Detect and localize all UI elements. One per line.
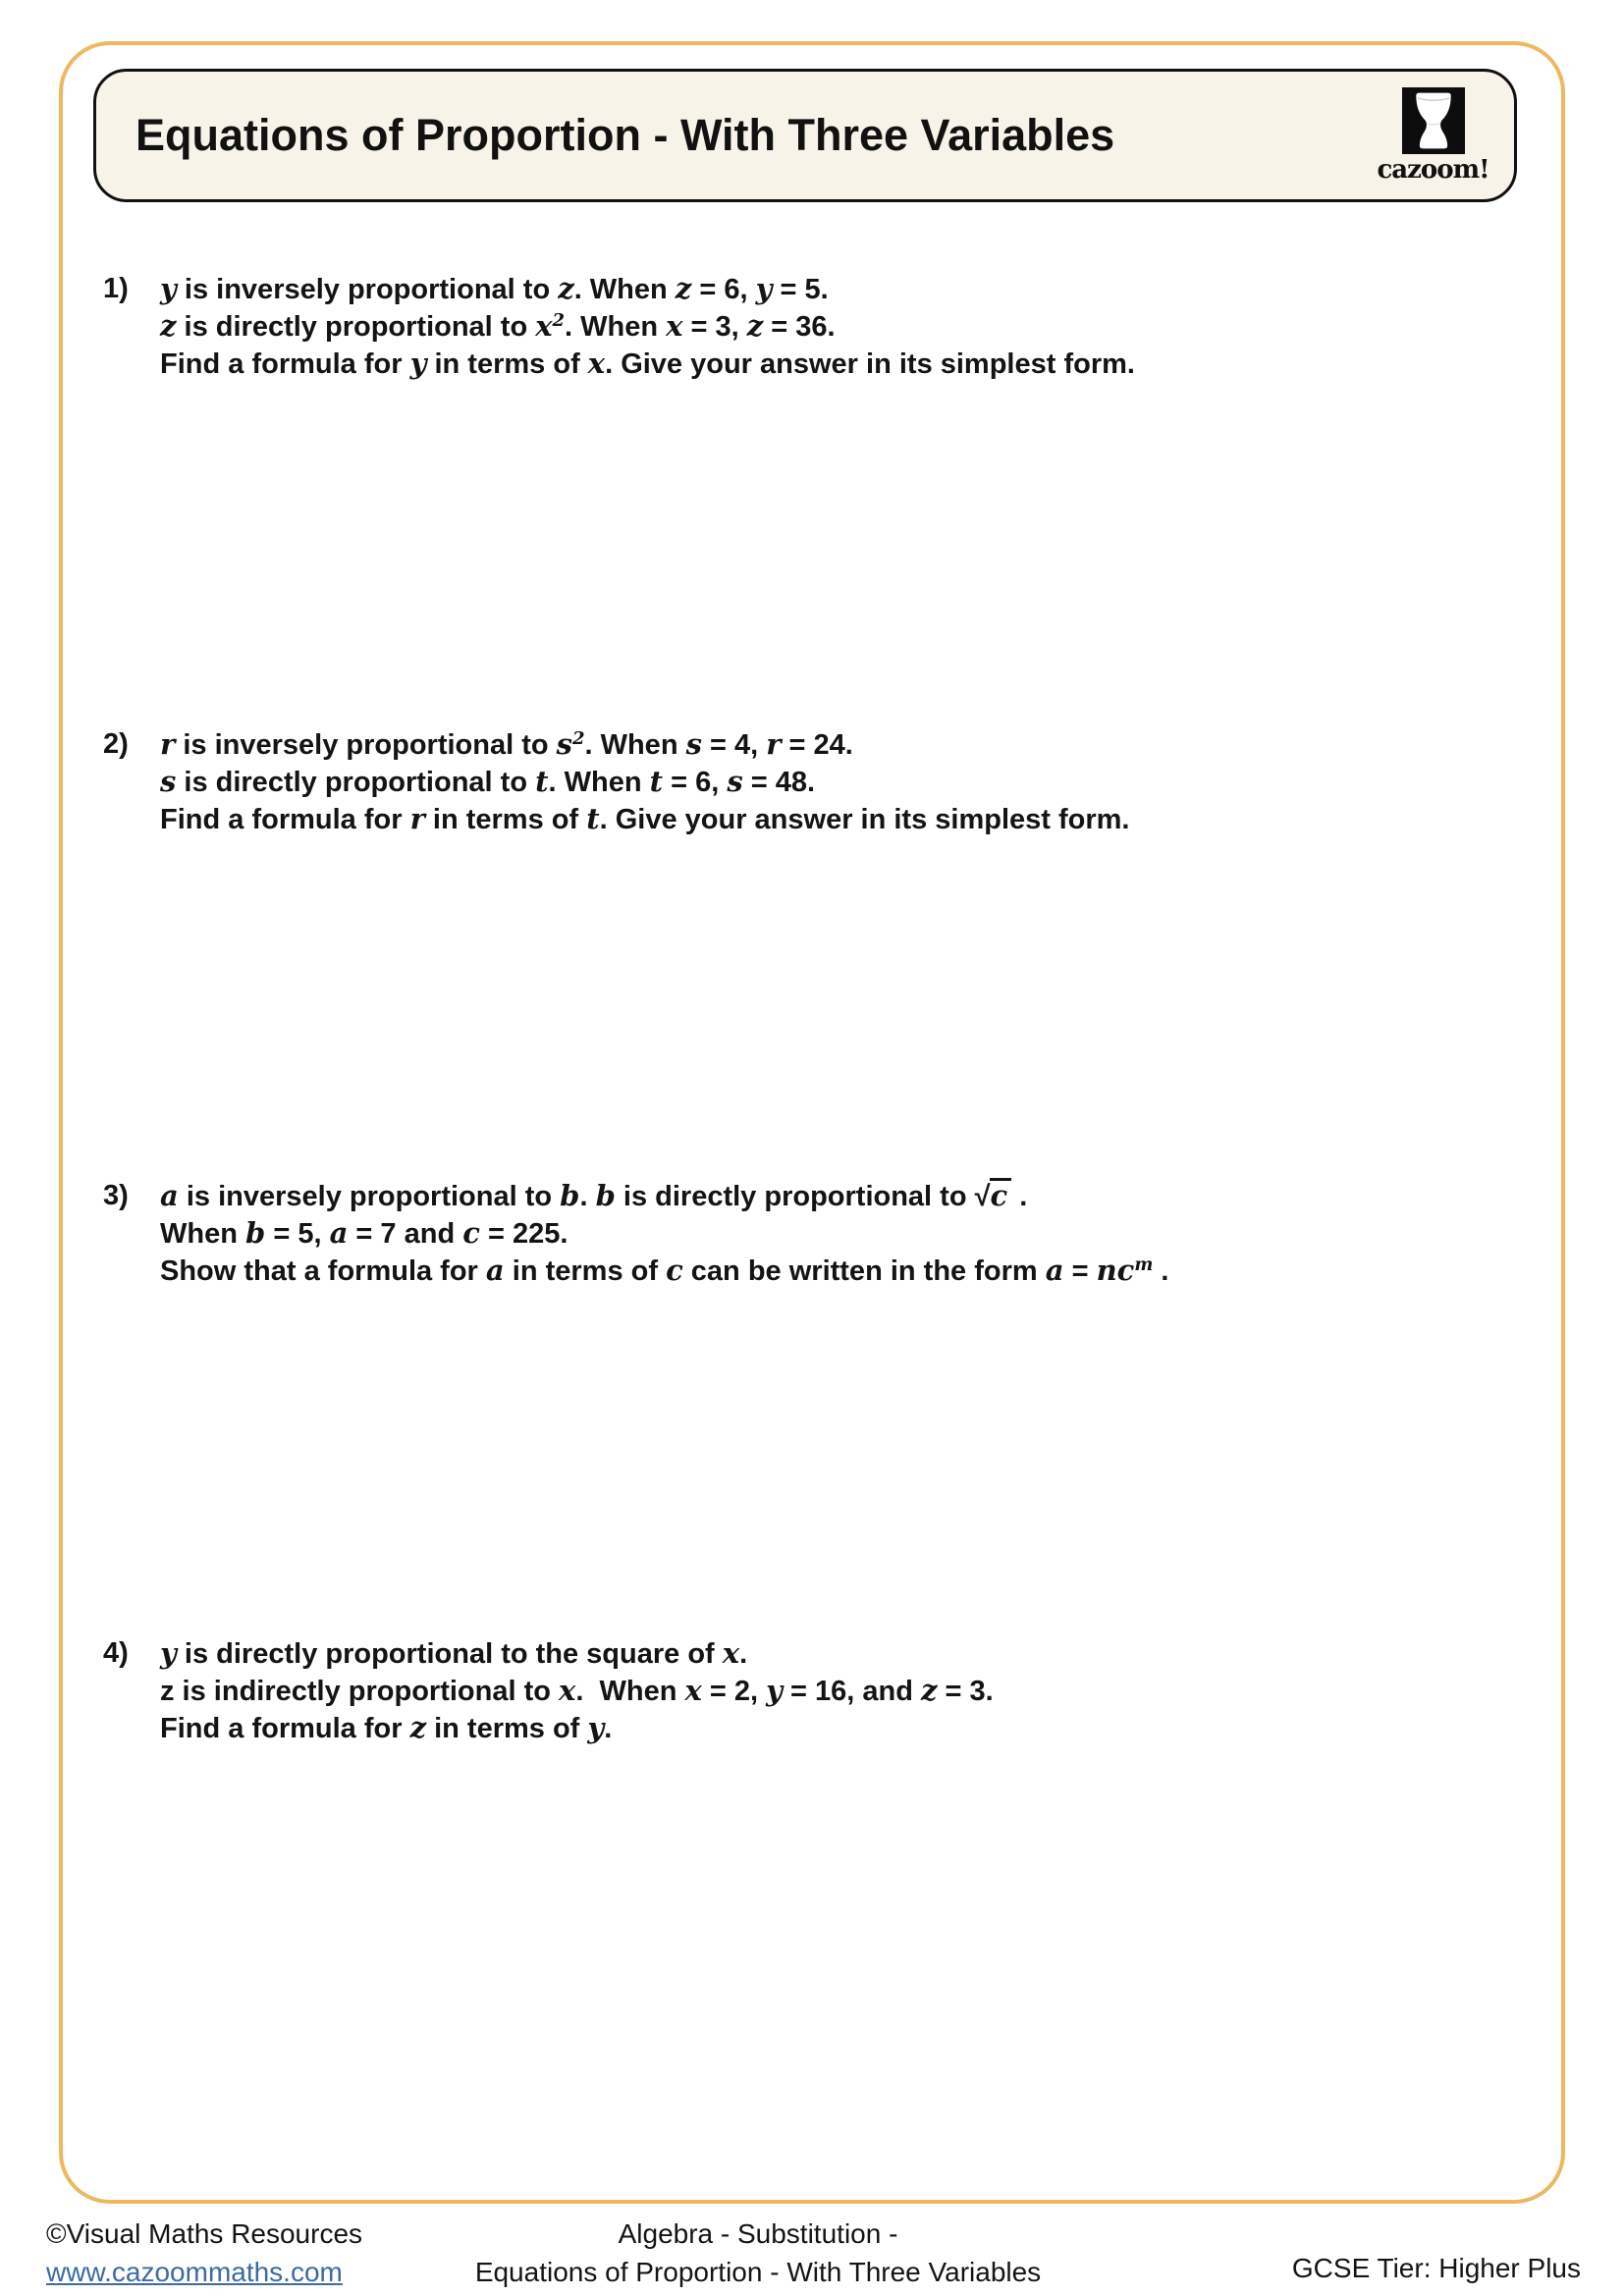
footer-worksheet-title: Equations of Proportion - With Three Variables [474,2257,1042,2287]
question-number: 2) [103,728,129,760]
square-root: √c [975,1181,1012,1212]
question-4 [103,1635,1507,1747]
question-number: 4) [103,1637,129,1669]
footer-subject: Algebra - Substitution - [618,2218,898,2249]
footer-tier: GCSE Tier: Higher Plus [1291,2253,1581,2283]
title-box [93,69,1517,202]
question-1 [103,271,1507,383]
footer-website-link[interactable]: www.cazoommaths.com [46,2257,343,2287]
question-text: y is inversely proportional to z. When z = 6, y = 5. z is directly proportional to $x^2$. When x = 3, z = 36. Find a formula for y in terms of x. Give your answer in its simplest form. [160,272,1135,380]
logo-wordmark: cazoom! [1377,155,1489,185]
footer-center [475,2215,1041,2291]
question-3 [103,1178,1507,1290]
djembe-drum-icon [1402,87,1465,154]
question-text: y is directly proportional to the square of x. z is indirectly proportional to x. When x = 2, y = 16, and z = 3. Find a formula for z in terms of y. [160,1636,994,1744]
cazoom-logo [1372,87,1494,185]
question-2 [103,726,1507,838]
question-text: a is inversely proportional to b. b is directly proportional to √c . When b = 5, a = 7 and c = 225. Show that a formula for a in terms of c can be written in the form $a = nc^m$ . [160,1179,1169,1287]
question-number: 1) [103,273,129,304]
question-number: 3) [103,1180,129,1211]
footer-left [46,2215,362,2291]
question-text: r is inversely proportional to $s^2$. When s = 4, r = 24. s is directly proportional to t. When t = 6, s = 48. Find a formula for r in terms of t. Give your answer in its simplest form. [160,727,1130,835]
footer-copyright: ©Visual Maths Resources [46,2218,363,2249]
page-title: Equations of Proportion - With Three Variables [135,110,1115,160]
